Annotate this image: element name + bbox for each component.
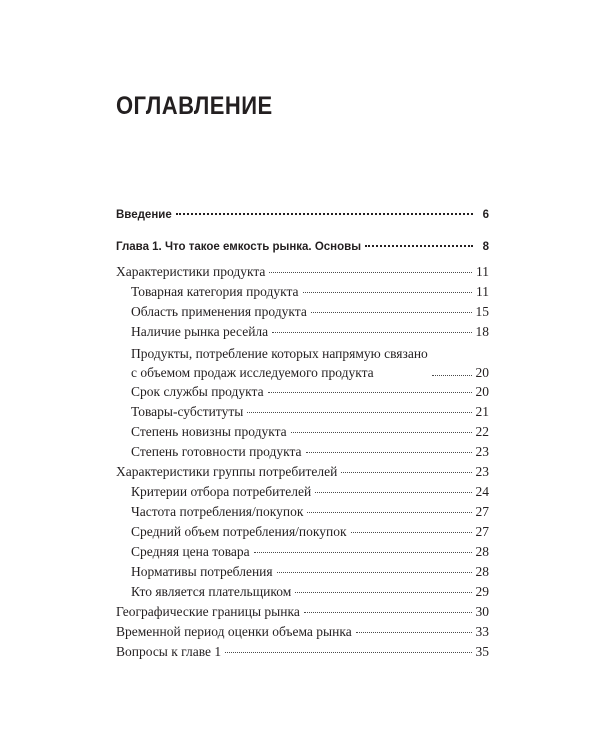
toc-entry-consumer-characteristics[interactable] xyxy=(116,462,489,482)
toc-entry-page: 23 xyxy=(475,444,489,459)
toc-entry-label: Географические границы рынка xyxy=(116,604,300,619)
dot-leader xyxy=(269,272,472,273)
toc-subentry-multiline[interactable] xyxy=(116,342,489,382)
toc-subentry[interactable] xyxy=(116,382,489,402)
toc-subentry[interactable] xyxy=(116,562,489,582)
toc-subentry[interactable] xyxy=(116,302,489,322)
toc-subentry[interactable] xyxy=(116,502,489,522)
page-title: ОГЛАВЛЕНИЕ xyxy=(116,92,273,120)
toc-entry-page: 11 xyxy=(476,264,489,279)
dot-leader xyxy=(272,332,471,333)
toc-entry-label: Наличие рынка ресейла xyxy=(131,324,269,339)
dot-leader xyxy=(304,612,472,613)
dot-leader xyxy=(311,312,472,313)
toc-subentry[interactable] xyxy=(116,322,489,342)
toc-entry-page: 18 xyxy=(475,324,489,339)
dot-leader xyxy=(225,652,471,653)
toc-entry-page: 24 xyxy=(475,484,489,499)
toc-entry-page: 35 xyxy=(475,644,489,659)
dot-leader xyxy=(365,245,473,247)
toc-entry-label: Степень готовности продукта xyxy=(131,444,302,459)
toc-entry-label: Вопросы к главе 1 xyxy=(116,644,222,659)
toc-subentry[interactable] xyxy=(116,422,489,442)
toc-entry-label-line-1: Продукты, потребление которых напрямую связано xyxy=(131,346,428,361)
toc-subentry[interactable] xyxy=(116,482,489,502)
dot-leader xyxy=(351,532,472,533)
dot-leader xyxy=(295,592,471,593)
toc-entry-page: 27 xyxy=(475,524,489,539)
dot-leader xyxy=(303,292,472,293)
dot-leader xyxy=(247,412,471,413)
toc-entry-product-characteristics[interactable] xyxy=(116,262,489,282)
toc-entry-label: Характеристики продукта xyxy=(116,264,266,279)
toc-entry-geographic-boundaries[interactable] xyxy=(116,602,489,622)
toc-entry-time-period[interactable] xyxy=(116,622,489,642)
toc-subentry[interactable] xyxy=(116,402,489,422)
toc-subentry[interactable] xyxy=(116,542,489,562)
toc-entry-label: Частота потребления/покупок xyxy=(131,504,304,519)
toc-entry-label: Средняя цена товара xyxy=(131,544,250,559)
table-of-contents xyxy=(116,205,489,662)
toc-entry-label: Временной период оценки объема рынка xyxy=(116,624,352,639)
dot-leader xyxy=(254,552,472,553)
toc-entry-page: 28 xyxy=(475,544,489,559)
toc-entry-label: Кто является плательщиком xyxy=(131,584,292,599)
dot-leader xyxy=(291,432,472,433)
dot-leader xyxy=(432,375,472,376)
toc-entry-page: 6 xyxy=(482,209,489,221)
dot-leader xyxy=(176,213,473,215)
toc-entry-label: Глава 1. Что такое емкость рынка. Основы xyxy=(116,241,362,253)
toc-entry-chapter-1[interactable] xyxy=(116,237,489,257)
toc-entry-label: Срок службы продукта xyxy=(131,384,264,399)
toc-entry-page: 33 xyxy=(475,624,489,639)
toc-entry-label: Область применения продукта xyxy=(131,304,307,319)
toc-entry-page: 20 xyxy=(475,365,489,380)
dot-leader xyxy=(341,472,471,473)
toc-subentry[interactable] xyxy=(116,582,489,602)
toc-entry-questions[interactable] xyxy=(116,642,489,662)
toc-entry-page: 15 xyxy=(475,304,489,319)
toc-entry-page: 30 xyxy=(475,604,489,619)
toc-entry-label: Критерии отбора потребителей xyxy=(131,484,312,499)
dot-leader xyxy=(268,392,472,393)
toc-subentry[interactable] xyxy=(116,282,489,302)
toc-entry-page: 22 xyxy=(475,424,489,439)
toc-entry-page: 21 xyxy=(475,404,489,419)
toc-entry-page: 11 xyxy=(476,284,489,299)
toc-entry-page: 29 xyxy=(475,584,489,599)
dot-leader xyxy=(315,492,471,493)
dot-leader xyxy=(307,512,471,513)
toc-entry-label: Степень новизны продукта xyxy=(131,424,287,439)
toc-entry-page: 23 xyxy=(475,464,489,479)
toc-entry-intro[interactable] xyxy=(116,205,489,225)
toc-entry-label: Характеристики группы потребителей xyxy=(116,464,338,479)
dot-leader xyxy=(277,572,472,573)
dot-leader xyxy=(356,632,472,633)
toc-entry-label-line-2: с объемом продаж исследуемого продукта xyxy=(131,365,374,380)
dot-leader xyxy=(306,452,472,453)
toc-entry-label: Нормативы потребления xyxy=(131,564,273,579)
toc-entry-page: 27 xyxy=(475,504,489,519)
toc-subentry[interactable] xyxy=(116,522,489,542)
toc-entry-label: Товары-субституты xyxy=(131,404,244,419)
toc-entry-label: Средний объем потребления/покупок xyxy=(131,524,347,539)
toc-entry-page: 20 xyxy=(475,384,489,399)
toc-entry-label: Товарная категория продукта xyxy=(131,284,299,299)
toc-subentry[interactable] xyxy=(116,442,489,462)
toc-entry-page: 28 xyxy=(475,564,489,579)
toc-entry-label: Введение xyxy=(116,209,172,221)
toc-entry-page: 8 xyxy=(482,241,489,253)
